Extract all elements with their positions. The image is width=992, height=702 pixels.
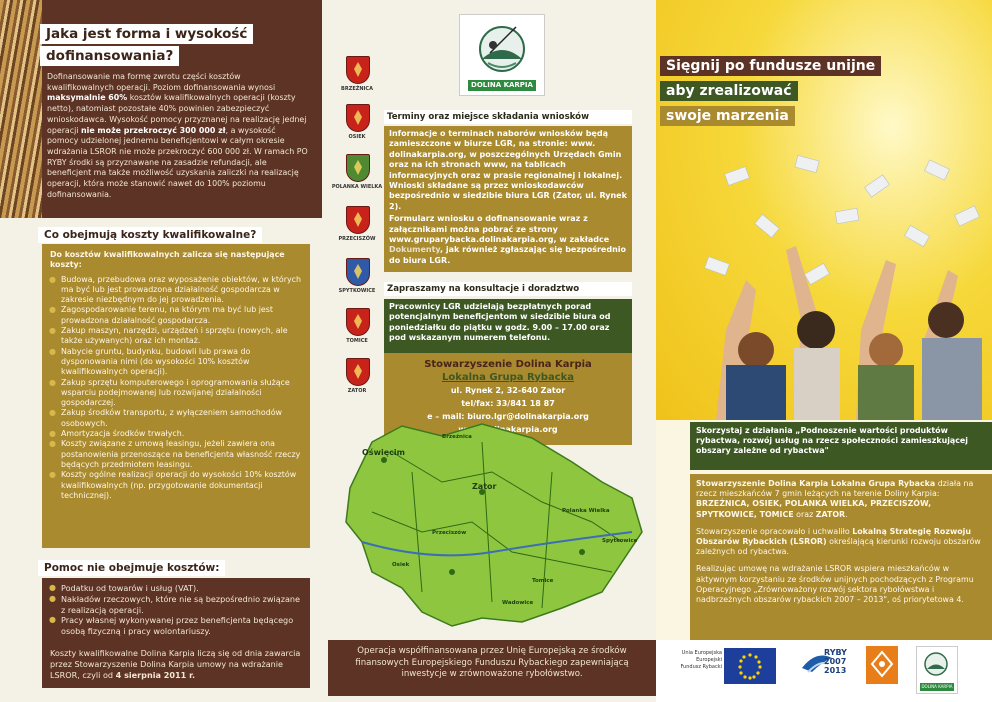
eu-cofinancing-bar [328,640,656,696]
slogan-line-2 [660,81,798,101]
slogan-line-1-text: Sięgnij po fundusze unijne [666,58,876,74]
municipality-crest-label: POLANKA WIELKA [331,184,383,190]
form-download-post: , jak również zgłaszając się bezpośrednio do biura LGR. [389,245,627,265]
excluded-costs-footer-date: 4 sierpnia 2011 r. [115,669,196,680]
municipality-crest-label: BRZEŹNICA [341,86,373,92]
eligible-cost-item: ● Nabycie gruntu, budynku, budowli lub prawa do dysponowania nimi (do wysokości 10% kosztów kwalifikowalnych operacji). [50,347,302,378]
dolina-karpia-logo [459,14,545,96]
address: ul. Rynek 2, 32-640 Zator [450,386,566,395]
about-box [690,474,992,640]
excluded-cost-item: ● Podatku od towarów i usług (VAT). [50,583,302,594]
eu-flag-logo [724,648,776,684]
excluded-costs-footer-text: Koszty kwalifikowalne Dolina Karpia liczą się od dnia zawarcia przez Stowarzyszenie Dolina Karpia umowy na wdrażanie LSROR, czyli od [50,647,301,680]
map-label: Wadowice [502,600,534,606]
orange-program-logo [866,646,898,684]
funding-form-text-run: nie może przekroczyć 300 000 zł [81,125,226,135]
excluded-costs-footer [50,648,302,680]
celebrating-people-photo [686,150,992,420]
consultation-title-text: Zapraszamy na konsultacje i doradztwo [387,284,580,294]
funding-form-text-run: kosztów kwalifikowalnych operacji (koszty netto), natomiast pozostałe 40% powinien zabezpieczyć wnioskodawca. Wysokość pomocy przyznanej na realizację jednej operacji [47,93,307,135]
municipality-crest-label: ZATOR [347,388,367,394]
about-p1-and: oraz [793,509,816,519]
eligible-cost-item: ● Koszty związane z umową leasingu, jeżeli zawiera ona postanowienia przenoszące na beneficjenta własność rzeczy będących przedmiotem leasingu. [50,439,302,470]
excluded-cost-item: ● Nakładów rzeczowych, które nie są bezpośrednio związane z realizacją operacji. [50,594,302,616]
deadlines-title-text: Terminy oraz miejsce składania wniosków [387,112,590,122]
action-text: Skorzystaj z działania „Podnoszenie wartości produktów rybactwa, rozwój usług na rzecz społeczności zamieszkującej obszary zależne od rybactwa" [696,426,968,456]
about-lsror: Lokalną Strategię Rozwoju Obszarów Rybackich (LSROR) [696,526,971,547]
municipality-crest-icon [346,308,370,336]
consultation-title [384,282,632,296]
municipality-crest-label: TOMICE [346,338,368,344]
deadlines-text: Informacje o terminach naborów wniosków będą zamieszczone w biurze LGR, na stronie: www. dolinakarpia.org, w poszczególnych Urzędach Gmin oraz na ich stronach www, na tablicach informacyjnych oraz w prasie regionalnej i lokalnej. Wnioski składane są przez wnioskodawców bezpośrednio w siedzibie biura LGR (Zator, ul. Rynek 2). [389,129,627,211]
eligible-cost-item: ● Zagospodarowanie terenu, na którym ma być lub jest prowadzona działalność gospodarcza. [50,305,302,326]
funding-form-text [47,72,309,200]
about-paragraph-1 [696,479,986,520]
region-map-graphic [332,412,652,634]
eu-fisheries-label: Unia Europejska Europejski Fundusz Rybacki [680,650,722,670]
about-paragraph-2 [696,527,986,558]
map-label: Osiek [392,562,410,568]
municipality-crest-icon [346,206,370,234]
ryby-logo [798,646,854,692]
funding-form-title [40,24,253,44]
excluded-cost-item: ● Pracy własnej wykonywanej przez beneficjenta będącego osobą fizyczną i pracy wolontariuszy. [50,615,302,637]
ryby-logo-text: RYBY 2007 2013 [824,648,847,675]
website-link[interactable]: www.dolinakarpia.org [458,425,558,434]
organization-subtitle: Lokalna Grupa Rybacka [441,372,575,383]
right-panel [656,0,992,702]
eligible-cost-item: ● Zakup środków transportu, z wyłączeniem samochodów osobowych. [50,408,302,429]
about-org-name: Stowarzyszenie Dolina Karpia Lokalna Grupa Rybacka [696,479,936,488]
people-photo-graphic [686,150,992,420]
municipality-crest-label: PRZECISZÓW [338,236,376,242]
form-download-text [389,214,627,266]
sponsor-logos [656,640,992,702]
funding-form-title-2 [40,46,179,66]
wheat-image [0,0,42,218]
municipality-crest-icon [346,358,370,386]
deadlines-title [384,110,632,124]
eligible-costs-list [50,275,302,502]
logo-caption: DOLINA KARPIA [468,80,536,91]
small-logo-caption: DOLINA KARPIA [921,684,953,689]
eligible-cost-item: ● Zakup maszyn, narzędzi, urządzeń i sprzętu (nowych, ale także używanych) oraz ich montaż. [50,326,302,347]
organization-name: Stowarzyszenie Dolina Karpia [424,359,592,370]
municipality-crests [322,56,392,416]
phone: tel/fax: 33/841 18 87 [461,399,555,408]
eligible-costs-intro: Do kosztów kwalifikowalnych zalicza się następujące koszty: [50,250,285,270]
about-paragraph-3: Realizując umowę na wdrażanie LSROR wspiera mieszkańców w aktywnym korzystaniu ze środków unijnych pochodzących z Programu Operacyjnego „Zrównoważony rozwój sektora rybołówstwa i nadbrzeżnych obszarów rybackich 2007 – 2013", oś priorytetowa 4. [696,564,974,605]
left-panel [0,0,322,702]
eligible-cost-item: ● Koszty ogólne realizacji operacji do wysokości 10% kosztów kwalifikowalnych (np. przygotowanie dokumentacji technicznej). [50,470,302,501]
consultation-text: Pracownicy LGR udzielają bezpłatnych porad potencjalnym beneficjentom w siedzibie biura od poniedziałku do piątku w godz. 9.00 – 17.00 oraz pod wskazanym numerem telefonu. [389,302,611,343]
about-p1-end: . [845,509,848,519]
eu-stars-icon [724,648,776,684]
about-p2-post: określającą kierunki rozwoju obszarów zależnych od rybactwa. [696,537,981,557]
about-zator: ZATOR [815,509,846,519]
documents-link[interactable]: Dokumenty [389,245,441,255]
program-emblem-icon [866,646,898,684]
funding-form-title-line1: Jaka jest forma i wysokość [46,26,248,42]
eligible-costs-title-text: Co obejmują koszty kwalifikowalne? [44,229,257,241]
funding-form-title-line2: dofinansowania? [46,48,174,64]
about-p1-mid: działa na rzecz mieszkańców 7 gmin leżących na terenie Doliny Karpia: [696,479,974,499]
map-label: Tomice [532,578,554,584]
region-map [332,412,652,634]
small-fisherman-icon [917,647,955,679]
fisherman-logo-icon [460,15,544,79]
excluded-costs-title [38,560,225,576]
map-label: Oświęcim [362,448,405,457]
funding-form-text-run: , a wysokość pomocy udzielonej jednemu beneficjentowi w całym okresie wdrażania LSROR nie może przekroczyć 600 000 zł. W ramach PO RYBY środki są przyznawane na zasadzie refundacji, ale beneficjent ma także możliwość uzyskania zaliczki na realizację operacji, która może stanowić nawet do 100% poziomu dofinansowania. [47,125,308,199]
about-p2-pre: Stowarzyszenie opracowało i uchwaliło [696,526,853,536]
municipality-crest-label: SPYTKOWICE [338,288,376,294]
excluded-costs-box [42,578,310,688]
eligible-costs-box [42,244,310,548]
eu-cofinancing-text: Operacja współfinansowana przez Unię Europejską ze środków finansowych Europejskiego Funduszu Rybackiego zapewniającą inwestycje w zrównoważone rybołówstwo. [355,646,629,680]
eligible-cost-item: ● Budowa, przebudowa oraz wyposażenie obiektów, w których ma być lub jest prowadzona działalność gospodarcza w zakresie niezbędnym do jej prowadzenia. [50,275,302,306]
funding-form-text-run: maksymalnie 60% [47,93,128,103]
deadlines-box [384,126,632,272]
form-download-pre: Formularz wniosku o dofinansowanie wraz z załącznikami można pobrać ze strony www.gruparybacka.dolinakarpia.org, w zakładce [389,214,610,245]
slogan-line-3-text: swoje marzenia [666,108,789,124]
map-label: Spytkowice [602,538,638,544]
middle-panel [322,0,656,702]
municipality-crest-label: OSIEK [348,134,366,140]
dolina-karpia-small-logo [916,646,958,694]
email-link[interactable]: e – mail: biuro.lgr@dolinakarpia.org [427,412,589,421]
map-label: Zator [472,482,497,491]
consultation-box [384,299,632,353]
municipality-crest-icon [346,154,370,182]
map-label: Polanka Wielka [562,508,610,514]
map-label: Przeciszów [432,530,467,536]
eligible-costs-title [38,227,262,243]
map-label: Brzeźnica [442,434,472,440]
action-box [690,422,992,470]
excluded-costs-title-text: Pomoc nie obejmuje kosztów: [44,562,220,574]
about-municipalities: BRZEŹNICA, OSIEK, POLANKA WIELKA, PRZECISZÓW, SPYTKOWICE, TOMICE [696,499,932,519]
eligible-cost-item: ● Amortyzacja środków trwałych. [50,429,302,439]
municipality-crest-icon [346,56,370,84]
slogan-line-1 [660,56,881,76]
municipality-crest-icon [346,258,370,286]
slogan-line-2-text: aby zrealizować [666,83,792,99]
municipality-crest-icon [346,104,370,132]
funding-form-text-run: Dofinansowanie ma formę zwrotu części kosztów kwalifikowalnych operacji. Poziom dofinansowania wynosi [47,72,276,92]
eligible-cost-item: ● Zakup sprzętu komputerowego i oprogramowania służące wsparciu podejmowanej lub rozwijanej działalności gospodarczej. [50,378,302,409]
excluded-costs-list [50,583,302,637]
slogan-line-3 [660,106,795,126]
